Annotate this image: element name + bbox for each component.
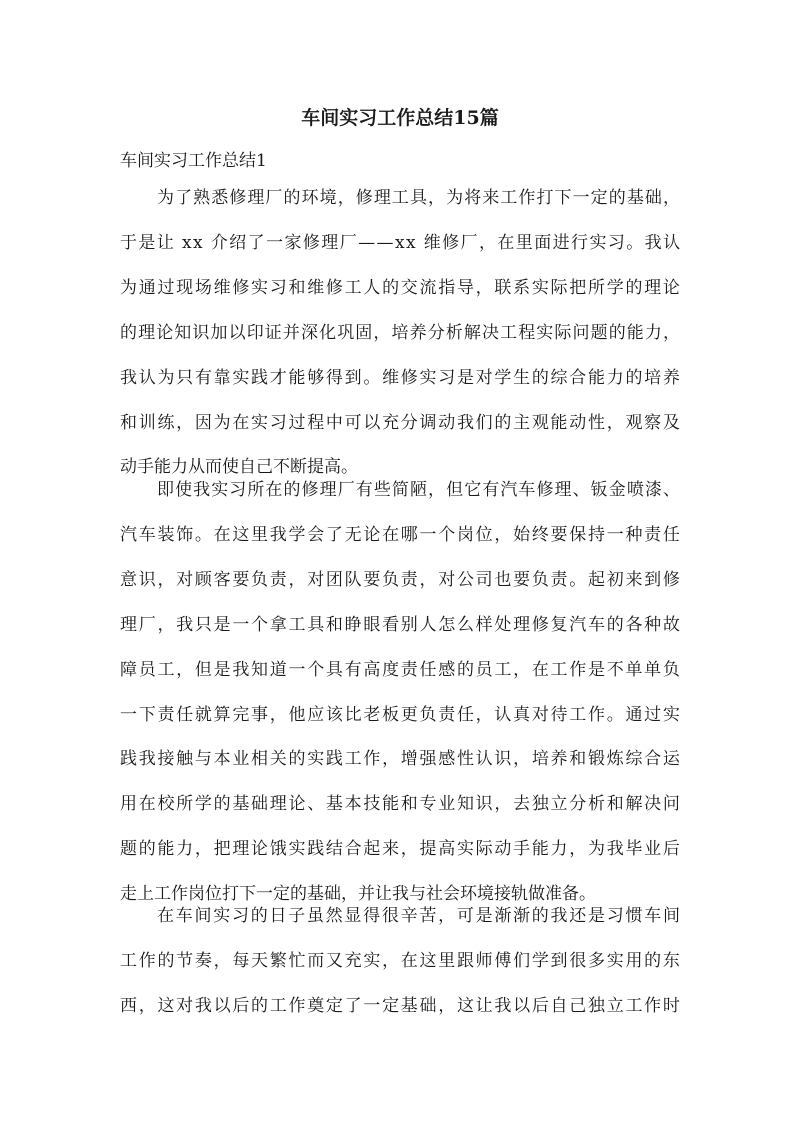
paragraph-line: 为了熟悉修理厂的环境，修理工具，为将来工作打下一定的基础， [157,188,682,208]
paragraph-line: 和训练，因为在实习过程中可以充分调动我们的主观能动性，观察及 [120,413,682,433]
paragraph-line: 西，这对我以后的工作奠定了一定基础，这让我以后自己独立工作时 [120,996,682,1016]
paragraph-line: 在车间实习的日子虽然显得很辛苦，可是渐渐的我还是习惯车间 [157,906,682,926]
paragraph-line: 走上工作岗位打下一定的基础，并让我与社会环境接轨做准备。 [120,884,596,904]
paragraph-line: 题的能力，把理论饿实践结合起来，提高实际动手能力，为我毕业后 [120,839,682,859]
paragraph-line: 障员工，但是我知道一个具有高度责任感的员工，在工作是不单单负 [120,660,682,680]
paragraph-line: 意识，对顾客要负责，对团队要负责，对公司也要负责。起初来到修 [120,570,682,590]
paragraph-line: 一下责任就算完事，他应该比老板更负责任，认真对待工作。通过实 [120,705,682,725]
paragraph-line: 工作的节奏，每天繁忙而又充实，在这里跟师傅们学到很多实用的东 [120,951,682,971]
paragraph-line: 汽车装饰。在这里我学会了无论在哪一个岗位，始终要保持一种责任 [120,525,682,545]
paragraph-line: 为通过现场维修实习和维修工人的交流指导，联系实际把所学的理论 [120,278,682,298]
paragraph-line: 我认为只有靠实践才能够得到。维修实习是对学生的综合能力的培养 [120,368,682,388]
paragraph-line: 动手能力从而使自己不断提高。 [120,457,358,477]
paragraph-line: 用在校所学的基础理论、基本技能和专业知识，去独立分析和解决问 [120,794,682,814]
paragraph-line: 践我接触与本业相关的实践工作，增强感性认识，培养和锻炼综合运 [120,749,682,769]
paragraph-line: 的理论知识加以印证并深化巩固，培养分析解决工程实际问题的能力， [120,323,682,343]
paragraph-line: 于是让 xx 介绍了一家修理厂——xx 维修厂，在里面进行实习。我认 [120,233,682,253]
paragraph-line: 理厂，我只是一个拿工具和睁眼看别人怎么样处理修复汽车的各种故 [120,615,682,635]
document-title: 车间实习工作总结15篇 [301,107,499,129]
paragraph-line: 即使我实习所在的修理厂有些简陋，但它有汽车修理、钣金喷漆、 [157,480,682,500]
section-subtitle: 车间实习工作总结1 [120,151,267,171]
